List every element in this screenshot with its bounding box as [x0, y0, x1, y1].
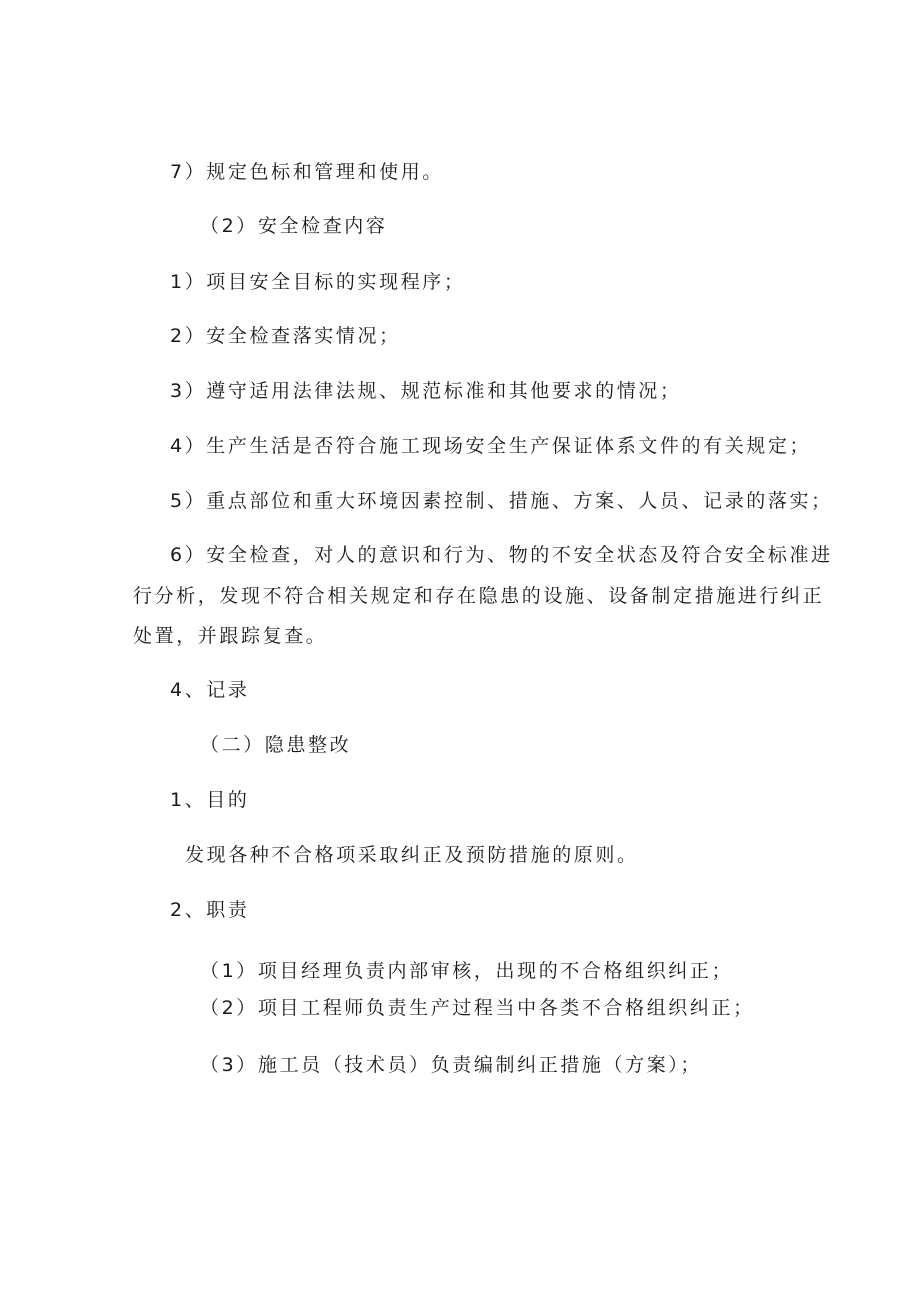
section-1-purpose-heading: 1、目的: [170, 789, 250, 811]
check-item-5: 5）重点部位和重大环境因素控制、措施、方案、人员、记录的落实；: [170, 490, 833, 512]
check-item-3: 3）遵守适用法律法规、规范标准和其他要求的情况；: [170, 380, 682, 402]
check-item-6-line-1: 6）安全检查，对人的意识和行为、物的不安全状态及符合安全标准进: [170, 544, 833, 566]
purpose-text: 发现各种不合格项采取纠正及预防措施的原则。: [185, 844, 639, 866]
duty-item-2: （2）项目工程师负责生产过程当中各类不合格组织纠正；: [200, 997, 755, 1019]
subsection-2-heading: （2）安全检查内容: [200, 215, 388, 237]
check-item-1: 1）项目安全目标的实现程序；: [170, 271, 466, 293]
check-item-2: 2）安全检查落实情况；: [170, 325, 401, 347]
section-4-record-heading: 4、记录: [170, 679, 250, 701]
check-item-4: 4）生产生活是否符合施工现场安全生产保证体系文件的有关规定；: [170, 435, 812, 457]
duty-item-1: （1）项目经理负责内部审核，出现的不合格组织纠正；: [200, 960, 734, 982]
check-item-6-line-2: 行分析，发现不符合相关规定和存在隐患的设施、设备制定措施进行纠正: [133, 585, 825, 607]
section-2-duties-heading: 2、职责: [170, 899, 250, 921]
check-item-6-line-3: 处置，并跟踪复查。: [133, 625, 328, 647]
duty-item-3: （3）施工员（技术员）负责编制纠正措施（方案）；: [200, 1054, 702, 1076]
hazard-rectification-heading: （二）隐患整改: [200, 734, 352, 756]
item-7-color-labels: 7）规定色标和管理和使用。: [170, 161, 444, 183]
